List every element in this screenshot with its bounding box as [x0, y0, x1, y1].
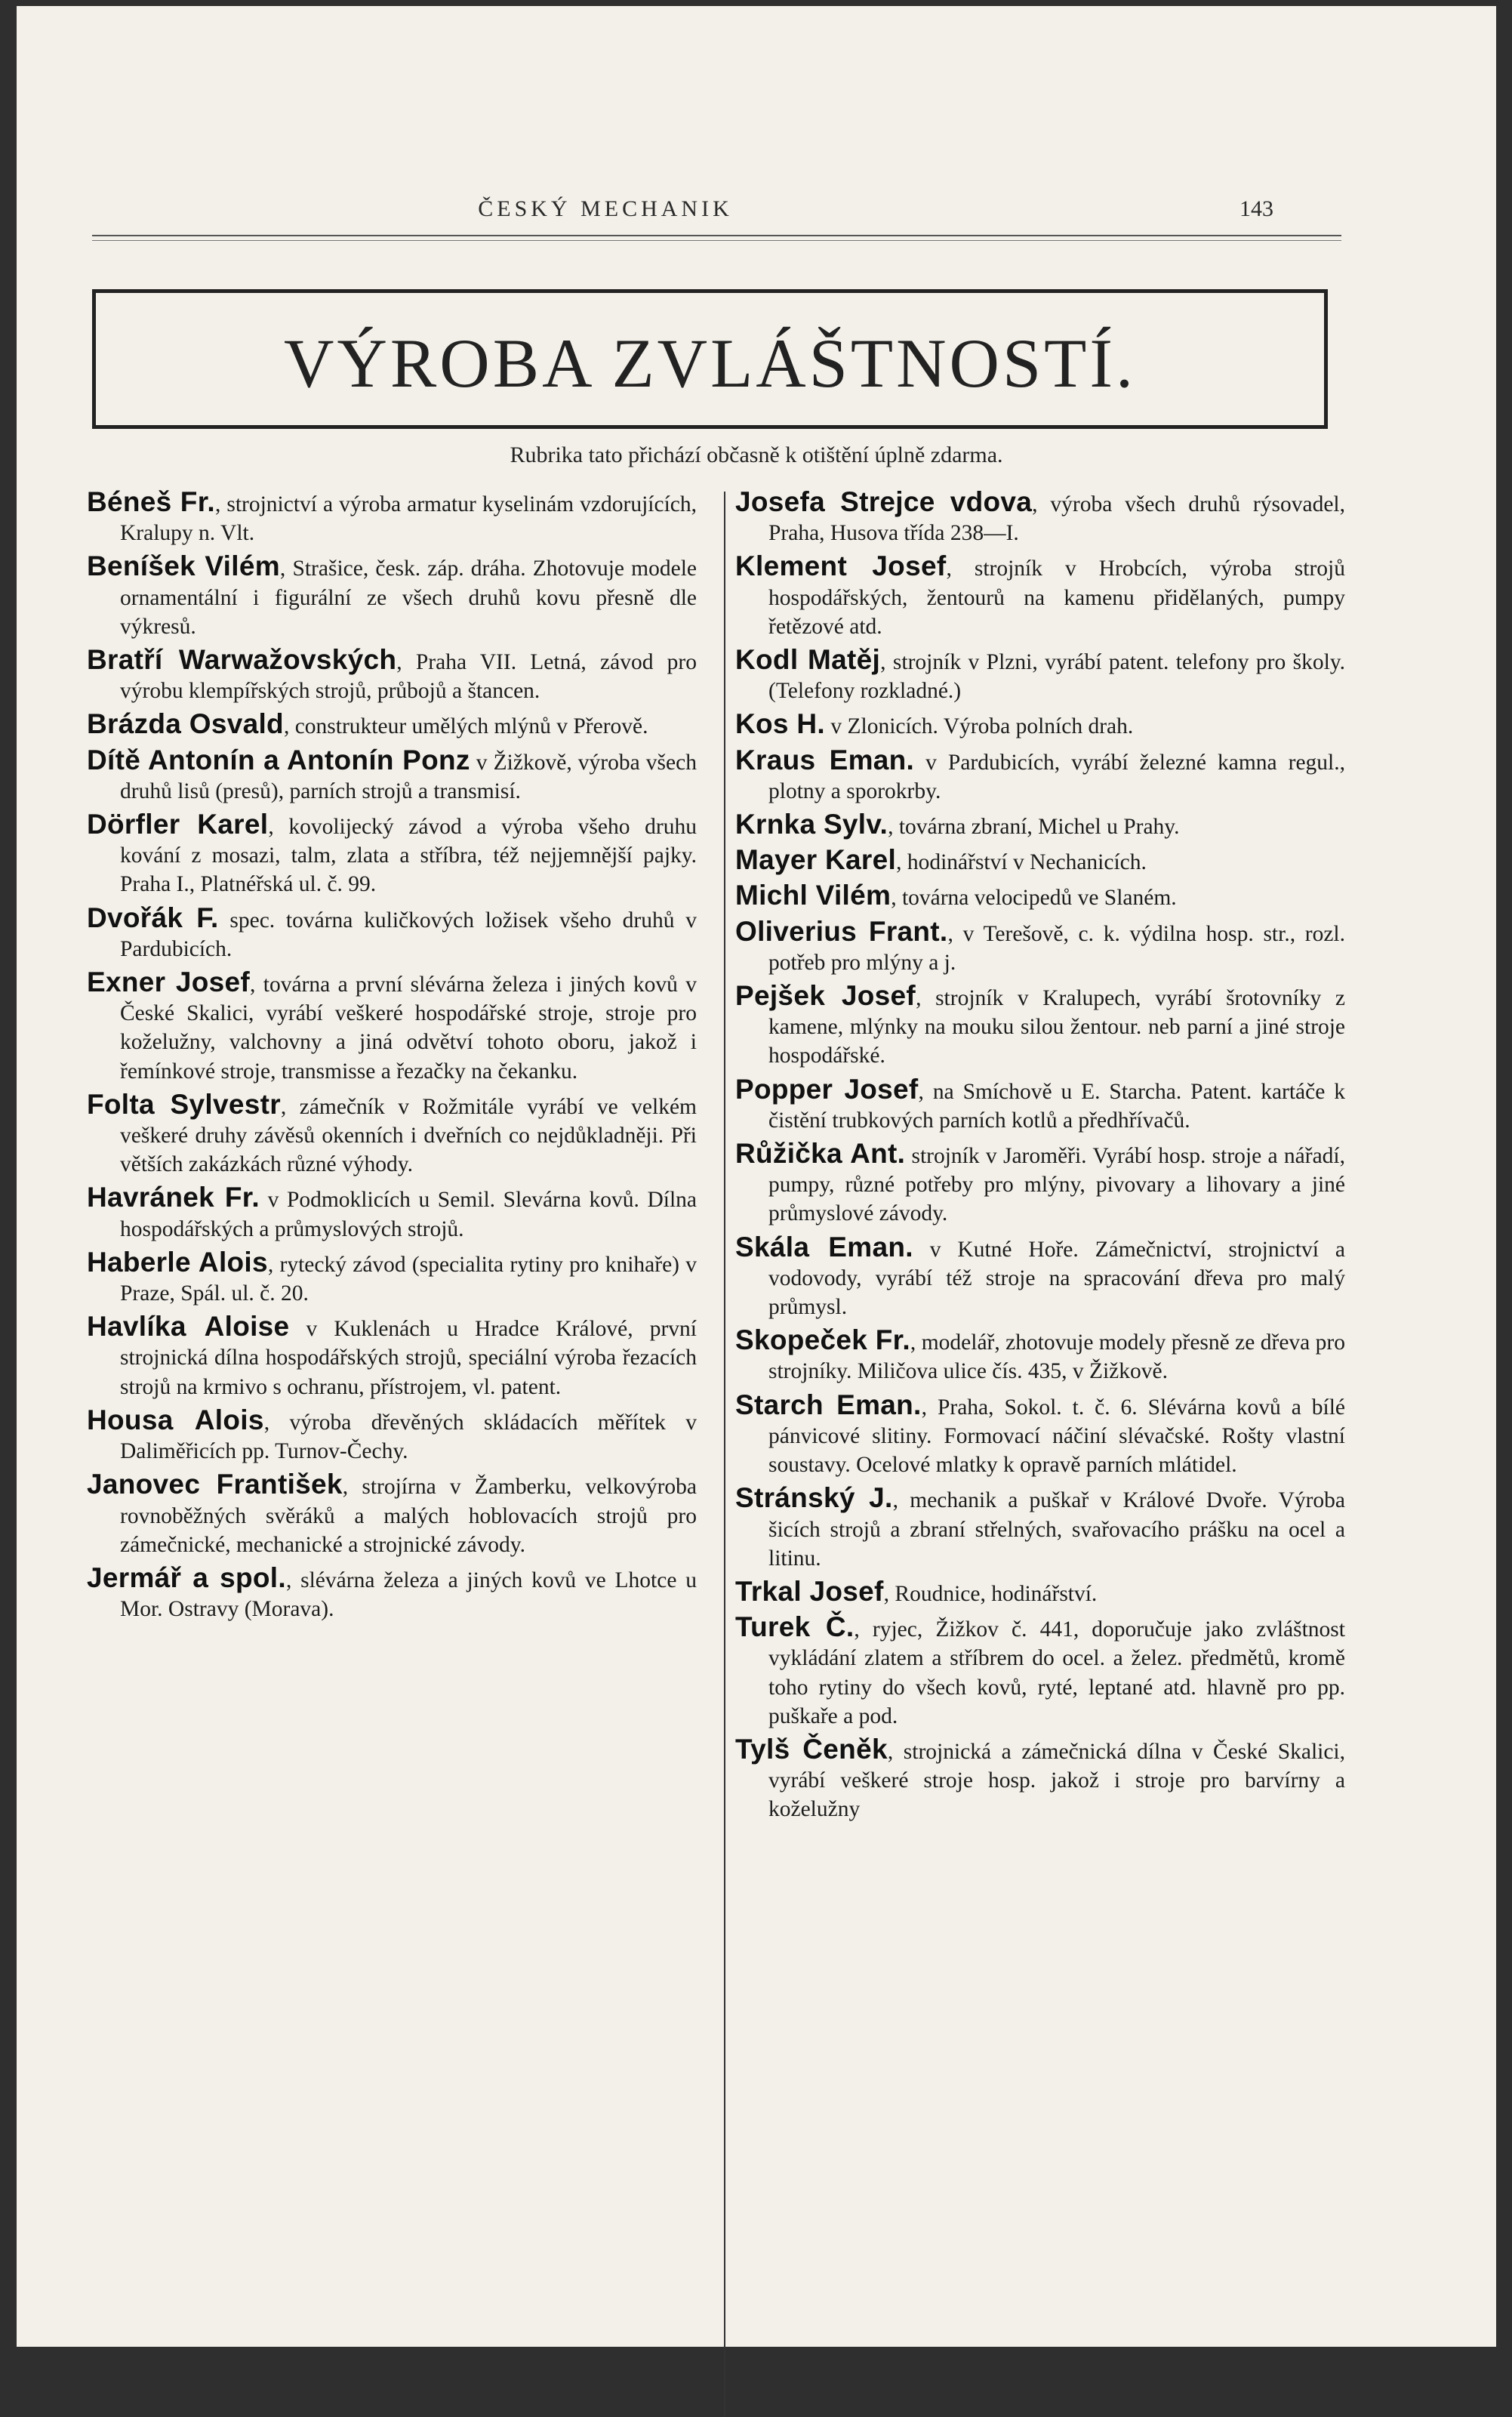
listing-entry	[87, 646, 697, 705]
entry-text: , Strašice, česk. záp. dráha. Zhotovuje modele ornamentální i figurální ze všech druhů kovu přesně dle výkresů.	[120, 556, 697, 639]
entry-text: , Roudnice, hodinářství.	[883, 1581, 1098, 1606]
listing-entry	[735, 1391, 1345, 1480]
entry-text: , v Terešově, c. k. výdilna hosp. str., rozl. potřeb pro mlýny a j.	[768, 921, 1345, 975]
listing-entry	[87, 904, 697, 963]
listing-entry	[735, 917, 1345, 977]
section-title: VÝROBA ZVLÁŠTNOSTÍ.	[284, 325, 1136, 402]
listing-entry	[735, 1075, 1345, 1135]
listing-entry	[735, 982, 1345, 1071]
listing-entry	[735, 1326, 1345, 1386]
entry-text: , construkteur umělých mlýnů v Přerově.	[283, 714, 648, 739]
listing-entry	[735, 846, 1345, 877]
section-banner	[92, 289, 1328, 429]
entry-text: , Praha, Sokol. t. č. 6. Slévárna kovů a bílé pánvicové slitiny. Formovací náčiní slévačské. Rošty vlastní soustavy. Ocelové mlatky k opravě parních mlátidel.	[768, 1395, 1345, 1478]
listing-entry	[735, 1577, 1345, 1608]
entry-text: v Kuklenách u Hradce Králové, první strojnická dílna hospodářských strojů, speciální výroba řezacích strojů na krmivo s ochranu, přístrojem, vl. patent.	[120, 1317, 697, 1399]
entry-name: Folta Sylvestr	[87, 1088, 281, 1120]
entry-text: , výroba dřevěných skládacích měřítek v Daliměřicích pp. Turnov-Čechy.	[120, 1410, 697, 1464]
entry-name: Skála Eman.	[735, 1231, 913, 1262]
entry-name: Turek Č.	[735, 1611, 855, 1643]
entry-text: , továrna zbraní, Michel u Prahy.	[888, 815, 1180, 840]
entry-text: , strojník v Hrobcích, výroba strojů hospodářských, žentourů na kamenu přidělaných, pumpy řetězové atd.	[768, 556, 1345, 639]
entry-text: strojník v Jaroměři. Vyrábí hosp. stroje a nářadí, pumpy, různé potřeby pro mlýny, pivovary a lihovary a jiné průmyslové závody.	[768, 1144, 1345, 1226]
listing-entry	[87, 1312, 697, 1401]
entry-text: , slévárna železa a jiných kovů ve Lhotce u Mor. Ostravy (Morava).	[120, 1568, 697, 1622]
entry-text: , strojník v Kralupech, vyrábí šrotovníky z kamene, mlýnky na mouku silou žentour. neb parní a jiné stroje hospodářské.	[768, 986, 1345, 1068]
entry-name: Dítě Antonín a Antonín Ponz	[87, 744, 470, 775]
listing-entry	[735, 710, 1345, 741]
listing-entry	[735, 1735, 1345, 1824]
entry-name: Oliverius Frant.	[735, 915, 948, 947]
entry-name: Jermář a spol.	[87, 1561, 286, 1593]
entry-text: , na Smíchově u E. Starcha. Patent. kartáče k čistění trubkových parních kotlů a předhřívačů.	[768, 1079, 1345, 1133]
right-column	[735, 488, 1345, 1829]
entry-name: Brázda Osvald	[87, 708, 284, 740]
entry-text: , mechanik a puškař v Králové Dvoře. Výroba šicích strojů a zbraní střelných, svařovacího prášku na ocel a litinu.	[768, 1488, 1346, 1571]
entry-text: , hodinářství v Nechanicích.	[896, 850, 1147, 875]
entry-name: Tylš Čeněk	[735, 1733, 888, 1765]
listing-entry	[87, 746, 697, 806]
entry-name: Housa Alois	[87, 1404, 264, 1435]
listing-entry	[87, 1090, 697, 1179]
listing-entry	[735, 1613, 1345, 1731]
page-number: 143	[1239, 196, 1273, 221]
entry-name: Kraus Eman.	[735, 744, 915, 775]
running-header-title: ČESKÝ MECHANIK	[478, 196, 733, 221]
listing-entry	[87, 1248, 697, 1308]
entry-text: v Pardubicích, vyrábí železné kamna regul., plotny a sporokrby.	[768, 750, 1345, 803]
entry-name: Pejšek Josef	[735, 980, 916, 1012]
listing-entry	[735, 488, 1345, 547]
listing-entry	[87, 1183, 697, 1243]
entry-name: Trkal Josef	[735, 1575, 884, 1607]
entry-text: v Kutné Hoře. Zámečnictví, strojnictví a vodovody, vyrábí též stroje na spracování dřeva pro malý průmysl.	[768, 1237, 1345, 1320]
entry-name: Haberle Alois	[87, 1246, 268, 1278]
entry-text: , strojnictví a výroba armatur kyselinám vzdorujících, Kralupy n. Vlt.	[120, 492, 697, 546]
entry-name: Havlíka Aloise	[87, 1311, 290, 1343]
listing-entry	[87, 810, 697, 899]
header-rule-thin	[92, 240, 1341, 241]
header-rule	[92, 235, 1341, 236]
listing-entry	[735, 810, 1345, 841]
entry-name: Popper Josef	[735, 1073, 919, 1105]
listing-entry	[735, 552, 1345, 641]
entry-text: , strojnická a zámečnická dílna v České Skalici, vyrábí veškeré stroje hosp. jakož i stroje pro barvírny a koželužny	[768, 1739, 1345, 1822]
entry-text: , výroba všech druhů rýsovadel, Praha, Husova třída 238—I.	[768, 492, 1345, 546]
listing-entry	[87, 710, 697, 741]
listing-entry	[87, 1561, 697, 1623]
listing-entry	[87, 488, 697, 547]
entry-text: , kovolijecký závod a výroba všeho druhu kování z mosazi, talm, zlata a stříbra, též nejjemnější pajky. Praha I., Platnéřská ul. č. 99.	[120, 815, 697, 897]
intro-note: Rubrika tato přichází občasně k otištění úplně zdarma.	[510, 442, 1003, 467]
entry-text: , zámečník v Rožmitále vyrábí ve velkém veškeré druhy závěsů okenních i dveřních co nejdůkladněji. Při větších zakázkách různé výhody.	[120, 1094, 697, 1177]
entry-text: , továrna a první slévárna železa i jiných kovů v České Skalici, vyrábí veškeré hospodářské stroje, stroje pro koželužny, valchovny a jiná odvětví tohoto oboru, jakož i řemínkové stroje, transmisse a řezačky na čekanku.	[120, 973, 697, 1084]
entry-name: Josefa Strejce vdova	[735, 486, 1033, 517]
entry-text: , továrna velocipedů ve Slaném.	[891, 886, 1177, 911]
entry-text: , Praha VII. Letná, závod pro výrobu klempířských strojů, průbojů a štancen.	[120, 650, 697, 704]
entry-name: Klement Josef	[735, 550, 947, 582]
entry-name: Bratří Warwažovských	[87, 644, 397, 676]
entry-name: Beníšek Vilém	[87, 550, 280, 582]
listing-entry	[87, 1406, 697, 1466]
entry-name: Dörfler Karel	[87, 809, 269, 840]
listing-entry	[735, 1484, 1345, 1573]
entry-text: , strojník v Plzni, vyrábí patent. telefony pro školy. (Telefony rozkladné.)	[768, 650, 1346, 704]
entry-name: Kos H.	[735, 708, 825, 740]
listing-entry	[87, 968, 697, 1086]
entry-name: Janovec František	[87, 1469, 343, 1500]
entry-text: v Podmoklicích u Semil. Slevárna kovů. Dílna hospodářských a průmyslových strojů.	[120, 1188, 697, 1241]
entry-name: Dvořák F.	[87, 902, 219, 933]
entry-text: spec. továrna kuličkových ložisek všeho druhů v Pardubicích.	[120, 908, 697, 961]
entry-text: , strojírna v Žamberku, velkovýroba rovnoběžných svěráků a malých hoblovacích strojů pro zámečnické, mechanické a strojnické závody.	[120, 1475, 697, 1557]
listing-entry	[87, 1470, 697, 1559]
entry-name: Béneš Fr.	[87, 486, 215, 517]
listing-entry	[735, 1139, 1345, 1229]
listing-entry	[87, 552, 697, 641]
entry-name: Krnka Sylv.	[735, 809, 888, 840]
entry-name: Exner Josef	[87, 966, 251, 998]
page	[17, 6, 1496, 2347]
entry-name: Skopeček Fr.	[735, 1324, 910, 1356]
entry-text: , ryjec, Žižkov č. 441, doporučuje jako zvláštnost vykládání zlatem a stříbrem do ocel. a želez. předmětů, kromě toho rytiny do všech kovů, ryté, leptané atd. hlavně pro pp. puškaře a pod.	[768, 1617, 1345, 1728]
entry-name: Stránský J.	[735, 1482, 893, 1514]
entry-text: , rytecký závod (specialita rytiny pro knihaře) v Praze, Spál. ul. č. 20.	[120, 1252, 697, 1306]
column-divider	[724, 492, 725, 2417]
listing-entry	[735, 746, 1345, 806]
left-column	[87, 488, 697, 1628]
entry-text: v Žižkově, výroba všech druhů lisů (presů), parních strojů a transmisí.	[120, 750, 697, 803]
entry-name: Mayer Karel	[735, 844, 897, 876]
entry-text: , modelář, zhotovuje modely přesně ze dřeva pro strojníky. Miličova ulice čís. 435, v Žižkově.	[768, 1330, 1345, 1384]
entry-name: Kodl Matěj	[735, 644, 881, 676]
entry-name: Michl Vilém	[735, 880, 891, 911]
listing-entry	[735, 1233, 1345, 1322]
entry-name: Starch Eman.	[735, 1389, 922, 1420]
entry-text: v Zlonicích. Výroba polních drah.	[824, 714, 1134, 739]
listing-entry	[735, 881, 1345, 912]
entry-name: Růžička Ant.	[735, 1138, 906, 1170]
listing-entry	[735, 646, 1345, 705]
entry-name: Havránek Fr.	[87, 1182, 260, 1213]
